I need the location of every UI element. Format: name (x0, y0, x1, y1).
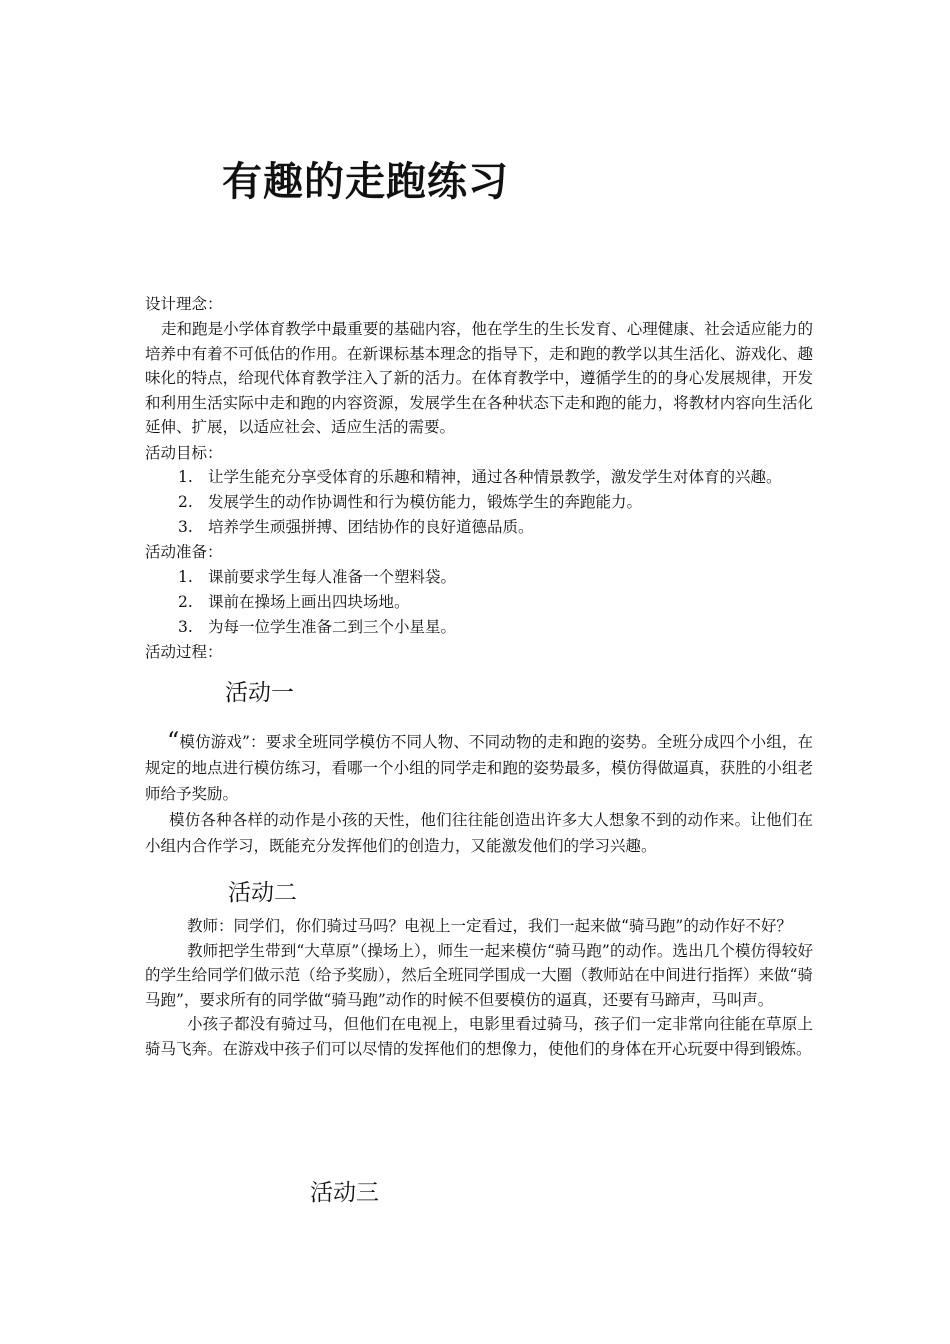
activity3-heading: 活动三 (310, 1180, 379, 1206)
activity1-paragraph-1-text: 模仿游戏”：要求全班同学模仿不同人物、不同动物的走和跑的姿势。全班分成四个小组，在规定的地点进行模仿练习，看哪一个小组的同学走和跑的姿势最多，模仿得做逼真，获胜的小组老师给予奖励。 (145, 733, 813, 803)
list-item-text: 让学生能充分享受体育的乐趣和精神，通过各种情景教学，激发学生对体育的兴趣。 (208, 468, 782, 486)
quote-mark: “ (167, 727, 180, 755)
list-item-number: 3. (178, 518, 193, 536)
list-item-text: 课前在操场上画出四块场地。 (208, 593, 410, 611)
activity2-paragraph-2: 教师把学生带到“大草原”（操场上），师生一起来模仿“骑马跑”的动作。选出几个模仿得较好的学生给同学们做示范（给予奖励），然后全班同学围成一大圈（教师站在中间进行指挥）来做“骑马跑”，要求所有的同学做“骑马跑”动作的时候不但要模仿的逼真，还要有马蹄声，马叫声。 (145, 941, 813, 1009)
activity1-heading: 活动一 (225, 680, 294, 706)
activity1-section (145, 728, 813, 859)
list-item (178, 590, 456, 615)
activity2-paragraph-3: 小孩子都没有骑过马，但他们在电视上，电影里看过骑马，孩子们一定非常向往能在草原上骑马飞奔。在游戏中孩子们可以尽情的发挥他们的想像力，使他们的身体在开心玩耍中得到锻炼。 (145, 1015, 813, 1058)
list-item-number: 3. (178, 618, 193, 636)
list-item-text: 发展学生的动作协调性和行为模仿能力，锻炼学生的奔跑能力。 (208, 493, 643, 511)
design-section (145, 317, 813, 440)
goals-list (178, 465, 782, 540)
design-label: 设计理念： (145, 295, 223, 313)
activity2-paragraph-1: 教师：同学们，你们骑过马吗？电视上一定看过，我们一起来做“骑马跑”的动作好不好？ (187, 917, 792, 935)
list-item-number: 1. (178, 568, 193, 586)
activity2-section (145, 914, 813, 1061)
document-title: 有趣的走跑练习 (222, 159, 509, 205)
list-item-number: 1. (178, 468, 193, 486)
list-item (178, 490, 782, 515)
list-item-text: 为每一位学生准备二到三个小星星。 (208, 618, 457, 636)
list-item-number: 2. (178, 593, 193, 611)
list-item (178, 565, 456, 590)
list-item-text: 培养学生顽强拼搏、团结协作的良好道德品质。 (208, 518, 534, 536)
list-item-text: 课前要求学生每人准备一个塑料袋。 (208, 568, 457, 586)
list-item-number: 2. (178, 493, 193, 511)
process-label: 活动过程： (145, 643, 223, 661)
list-item (178, 465, 782, 490)
prep-label: 活动准备： (145, 543, 223, 561)
activity1-paragraph-2: 模仿各种各样的动作是小孩的天性，他们往往能创造出许多大人想象不到的动作来。让他们在小组内合作学习，既能充分发挥他们的创造力，又能激发他们的学习兴趣。 (145, 811, 813, 855)
activity2-heading: 活动二 (228, 880, 297, 906)
activity1-paragraph-1 (145, 728, 813, 807)
prep-list (178, 565, 456, 640)
list-item (178, 515, 782, 540)
list-item (178, 615, 456, 640)
design-paragraph: 走和跑是小学体育教学中最重要的基础内容，他在学生的生长发育、心理健康、社会适应能力的培养中有着不可低估的作用。在新课标基本理念的指导下，走和跑的教学以其生活化、游戏化、趣味化的特点，给现代体育教学注入了新的活力。在体育教学中，遵循学生的的身心发展规律，开发和利用生活实际中走和跑的内容资源，发展学生在各种状态下走和跑的能力，将教材内容向生活化延伸、扩展，以适应社会、适应生活的需要。 (145, 320, 813, 436)
goals-label: 活动目标： (145, 444, 223, 462)
